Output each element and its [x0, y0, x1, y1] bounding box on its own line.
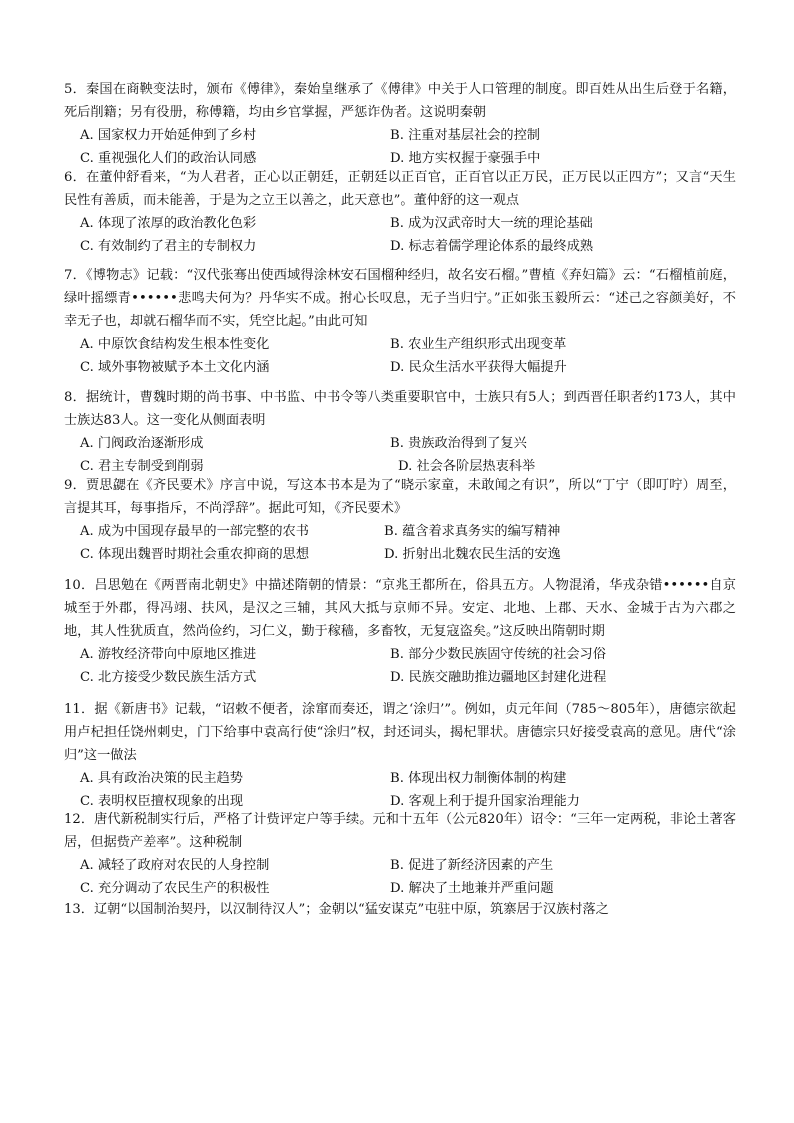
question-stem: 11．据《新唐书》记载，“诏敕不便者，涂窜而奏还，谓之‘涂归’”。例如，贞元年间（785～805年），唐德宗欲起用卢杞担任饶州刺史，门下给事中袁高行使“涂归”权，封还词头，揭杞罪状。唐德宗只好接受袁高的意见。唐代“涂归”这一做法: [64, 702, 736, 763]
option-a: A. 游牧经济带向中原地区推进: [80, 647, 257, 662]
question-12: [64, 808, 736, 900]
question-13: [64, 898, 736, 921]
question-10: [64, 574, 736, 689]
option-b: B. 贵族政治得到了复兴: [390, 436, 527, 451]
question-stem: 10．吕思勉在《两晋南北朝史》中描述隋朝的情景：“京兆王都所在，俗具五方。人物混淆，华戎杂错••••••自京城至于外郡，得冯翊、扶风，是汉之三辅，其风大抵与京师不异。安定、北地、上郡、天水、金城于古为六郡之地，其人性犹质直，然尚俭约，习仁义，勤于稼穑，多畜牧，无复寇盗矣。”这反映出隋朝时期: [64, 578, 736, 639]
question-5: [64, 78, 736, 170]
question-stem: 9．贾思勰在《齐民要术》序言中说，写这本书本是为了“晓示家童，未敢闻之有识”，所以“丁宁（即叮咛）周至，言提其耳，每事指斥，不尚浮辞”。据此可知，《齐民要术》: [64, 478, 736, 516]
option-a: A. 门阀政治逐渐形成: [80, 436, 204, 451]
options: [64, 333, 736, 379]
option-c: C. 体现出魏晋时期社会重农抑商的思想: [80, 547, 310, 562]
option-a: A. 体现了浓厚的政治教化色彩: [80, 216, 257, 231]
question-11: [64, 698, 736, 813]
option-b: B. 部分少数民族固守传统的社会习俗: [390, 647, 606, 662]
options: [64, 520, 736, 566]
option-d: D. 民族交融助推边疆地区封建化进程: [390, 670, 607, 685]
question-8: [64, 386, 736, 478]
options: [64, 854, 736, 900]
question-stem: 13．辽朝“以国制治契丹，以汉制待汉人”；金朝以“猛安谋克”屯驻中原，筑寨居于汉族村落之: [64, 902, 609, 917]
option-d: D. 解决了土地兼并严重问题: [390, 881, 554, 896]
option-c: C. 有效制约了君主的专制权力: [80, 239, 257, 254]
option-b: B. 农业生产组织形式出现变革: [390, 337, 567, 352]
option-b: B. 注重对基层社会的控制: [390, 128, 540, 143]
option-c: C. 重视强化人们的政治认同感: [80, 151, 257, 166]
option-a: A. 国家权力开始延伸到了乡村: [80, 128, 257, 143]
option-b: B. 体现出权力制衡体制的构建: [390, 771, 567, 786]
option-c: C. 北方接受少数民族生活方式: [80, 670, 257, 685]
option-a: A. 成为中国现存最早的一部完整的农书: [80, 524, 309, 539]
question-stem: 7．《博物志》记载：“汉代张骞出使西域得涂林安石国榴种经归，故名安石榴。”曹植《弃妇篇》云：“石榴植前庭，绿叶摇缥青••••••悲鸣夫何为？丹华实不成。拊心长叹息，无子当归宁。”正如张玉毅所云：“述己之容颜美好，不幸无子也，却就石榴华而不实，凭空比起。”由此可知: [64, 268, 736, 329]
options: [64, 643, 736, 689]
option-d: D. 地方实权握于豪强手中: [390, 151, 541, 166]
option-c: C. 君主专制受到削弱: [80, 459, 204, 474]
option-b: B. 蕴含着求真务实的编写精神: [384, 524, 561, 539]
option-b: B. 成为汉武帝时大一统的理论基础: [390, 216, 593, 231]
option-d: D. 社会各阶层热衷科举: [398, 459, 536, 474]
option-d: D. 民众生活水平获得大幅提升: [390, 360, 567, 375]
option-c: C. 域外事物被赋予本土文化内涵: [80, 360, 270, 375]
question-6: [64, 166, 736, 258]
options: [64, 432, 736, 478]
option-a: A. 具有政治决策的民主趋势: [80, 771, 243, 786]
question-stem: 6．在董仲舒看来，“为人君者，正心以正朝廷，正朝廷以正百官，正百官以正万民，正万民以正四方”；又言“天生民性有善质，而未能善，于是为之立王以善之，此天意也”。董仲舒的这一观点: [64, 170, 736, 208]
option-c: C. 充分调动了农民生产的积极性: [80, 881, 270, 896]
options: [64, 212, 736, 258]
options: [64, 124, 736, 170]
question-stem: 5．秦国在商鞅变法时，颁布《傅律》，秦始皇继承了《傅律》中关于人口管理的制度。即百姓从出生后登于名籍，死后削籍；另有役册，称傅籍，均由乡官掌握，严惩诈伪者。这说明秦朝: [64, 82, 736, 120]
question-9: [64, 474, 736, 566]
question-stem: 12．唐代新税制实行后，严格了计赀评定户等手续。元和十五年（公元820年）诏令：“三年一定两税，非论土著客居，但据赀产差率”。这种税制: [64, 812, 736, 850]
option-a: A. 中原饮食结构发生根本性变化: [80, 337, 270, 352]
option-d: D. 折射出北魏农民生活的安逸: [384, 547, 561, 562]
option-b: B. 促进了新经济因素的产生: [390, 858, 554, 873]
options: [64, 767, 736, 813]
option-d: D. 标志着儒学理论体系的最终成熟: [390, 239, 594, 254]
option-d: D. 客观上利于提升国家治理能力: [390, 794, 580, 809]
option-c: C. 表明权臣擅权现象的出现: [80, 794, 244, 809]
question-stem: 8．据统计，曹魏时期的尚书事、中书监、中书令等八类重要职官中，士族只有5人；到西晋任职者约173人，其中士族达83人。这一变化从侧面表明: [64, 390, 736, 428]
option-a: A. 减轻了政府对农民的人身控制: [80, 858, 270, 873]
question-7: [64, 264, 736, 379]
